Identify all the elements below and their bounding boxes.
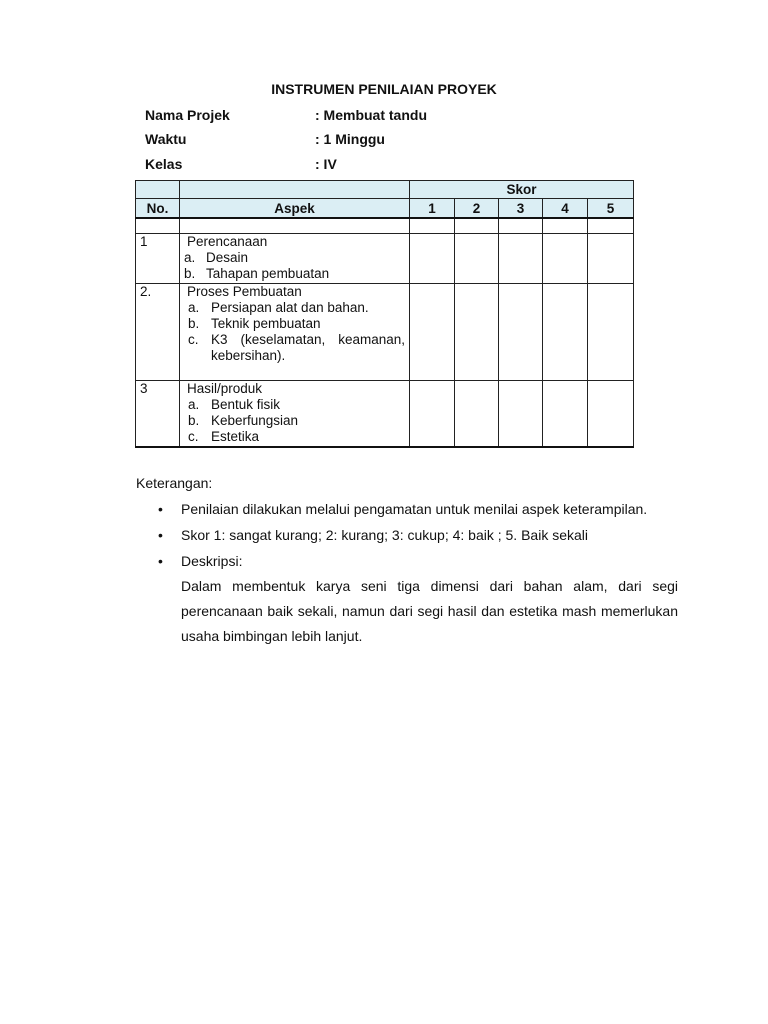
aspect-item <box>184 397 405 413</box>
notes-item <box>136 500 678 518</box>
item-marker: a. <box>188 300 200 315</box>
aspect-items <box>184 397 405 445</box>
score-cell[interactable] <box>543 381 588 448</box>
aspect-cell <box>180 284 410 381</box>
row-number-text: 3 <box>140 381 148 396</box>
bullet-icon: • <box>158 553 163 569</box>
aspect-item <box>184 413 405 429</box>
notes-item-text: Deskripsi: <box>181 553 243 569</box>
header-score-2: 2 <box>455 199 499 219</box>
notes-section <box>136 474 678 649</box>
meta-label: Nama Projek <box>145 107 230 123</box>
description-paragraph: Dalam membentuk karya seni tiga dimensi dari bahan alam, dari segi perencanaan baik sekali, namun dari segi hasil dan estetika mash memerlukan usaha bimbingan lebih lanjut. <box>181 578 678 644</box>
aspect-item <box>184 332 405 364</box>
header-score-5: 5 <box>588 199 634 219</box>
aspect-cell <box>180 381 410 448</box>
meta-value: : 1 Minggu <box>315 131 385 147</box>
meta-label: Kelas <box>145 156 183 172</box>
score-cell[interactable] <box>499 381 543 448</box>
score-cell[interactable] <box>455 234 499 284</box>
header-skor: Skor <box>410 181 634 199</box>
aspect-cell <box>180 234 410 284</box>
table-cell <box>136 218 180 234</box>
item-text: Desain <box>206 250 249 265</box>
header-blank-no <box>136 181 180 199</box>
table-cell <box>499 218 543 234</box>
row-number-text: 2. <box>140 284 152 299</box>
notes-heading: Keterangan: <box>136 475 213 491</box>
item-text: Tahapan pembuatan <box>206 266 330 281</box>
notes-item <box>136 526 678 544</box>
bullet-icon: • <box>158 501 163 517</box>
header-score-1: 1 <box>410 199 455 219</box>
header-score-4: 4 <box>543 199 588 219</box>
score-cell[interactable] <box>410 234 455 284</box>
item-marker: b. <box>188 316 200 331</box>
score-cell[interactable] <box>455 284 499 381</box>
item-marker: a. <box>188 397 200 412</box>
aspect-title: Hasil/produk <box>187 381 263 396</box>
row-number <box>136 284 180 381</box>
item-marker: b. <box>184 266 196 281</box>
table-row <box>136 284 634 381</box>
item-text: Persiapan alat dan bahan. <box>211 300 369 315</box>
meta-label: Waktu <box>145 131 187 147</box>
aspect-item <box>184 266 405 282</box>
score-cell[interactable] <box>543 284 588 381</box>
row-number-text: 1 <box>140 234 148 249</box>
item-text: Keberfungsian <box>211 413 299 428</box>
score-cell[interactable] <box>543 234 588 284</box>
score-cell[interactable] <box>410 381 455 448</box>
notes-item-text: Penilaian dilakukan melalui pengamatan untuk menilai aspek keterampilan. <box>181 501 648 517</box>
table-spacer-row <box>136 218 634 234</box>
row-number <box>136 381 180 448</box>
item-text: K3 (keselamatan, keamanan, kebersihan). <box>211 332 405 363</box>
table-row <box>136 234 634 284</box>
aspect-items <box>184 250 405 282</box>
aspect-item <box>184 300 405 316</box>
header-score-3: 3 <box>499 199 543 219</box>
aspect-item <box>184 429 405 445</box>
aspect-item <box>184 250 405 266</box>
score-cell[interactable] <box>588 381 634 448</box>
item-text: Teknik pembuatan <box>211 316 321 331</box>
aspect-item <box>184 316 405 332</box>
header-blank-aspek <box>180 181 410 199</box>
bullet-icon: • <box>158 527 163 543</box>
table-cell <box>588 218 634 234</box>
item-marker: b. <box>188 413 200 428</box>
score-cell[interactable] <box>410 284 455 381</box>
notes-item <box>136 552 678 570</box>
assessment-table <box>135 180 634 448</box>
score-cell[interactable] <box>588 234 634 284</box>
aspect-items <box>184 300 405 364</box>
table-cell <box>410 218 455 234</box>
notes-item-text: Skor 1: sangat kurang; 2: kurang; 3: cukup; 4: baik ; 5. Baik sekali <box>181 527 589 543</box>
item-text: Bentuk fisik <box>211 397 281 412</box>
row-number <box>136 234 180 284</box>
table-cell <box>180 218 410 234</box>
table-row <box>136 381 634 448</box>
header-no: No. <box>136 199 180 219</box>
score-cell[interactable] <box>455 381 499 448</box>
meta-value: : IV <box>315 156 337 172</box>
score-cell[interactable] <box>499 284 543 381</box>
score-cell[interactable] <box>499 234 543 284</box>
item-marker: c. <box>188 332 199 347</box>
table-cell <box>543 218 588 234</box>
table-cell <box>455 218 499 234</box>
aspect-title: Proses Pembuatan <box>187 284 302 299</box>
score-cell[interactable] <box>588 284 634 381</box>
aspect-title: Perencanaan <box>187 234 268 249</box>
header-aspek: Aspek <box>180 199 410 219</box>
document-title: INSTRUMEN PENILAIAN PROYEK <box>271 81 497 97</box>
notes-list <box>136 500 678 570</box>
meta-value: : Membuat tandu <box>315 107 427 123</box>
item-text: Estetika <box>211 429 260 444</box>
item-marker: c. <box>188 429 199 444</box>
item-marker: a. <box>184 250 196 265</box>
